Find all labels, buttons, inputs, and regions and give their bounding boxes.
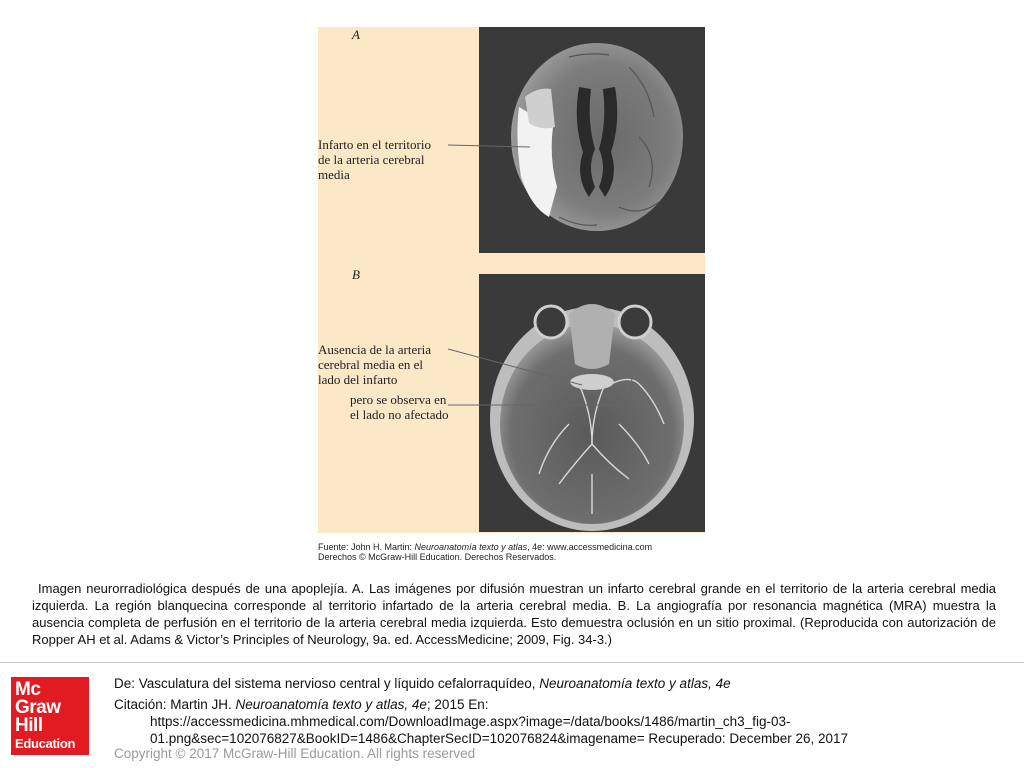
source-line bbox=[318, 542, 738, 552]
source-book: Neuroanatomía texto y atlas bbox=[414, 542, 528, 552]
citation-url-line: 01.png&sec=102076827&BookID=1486&ChapterSecID=102076824&imagename= Recuperado: December 26, 2017 bbox=[150, 731, 849, 746]
source-rights: Derechos © McGraw-Hill Education. Derechos Reservados. bbox=[318, 552, 557, 562]
source-chapter bbox=[114, 675, 1004, 692]
logo-line: Education bbox=[15, 736, 76, 751]
source-suffix: , 4e: www.accessmedicina.com bbox=[527, 542, 653, 552]
cita-label: Citación: bbox=[114, 697, 171, 712]
panel-b-label-line: Ausencia de la arteria bbox=[318, 342, 431, 357]
panel-a-label-line: Infarto en el territorio bbox=[318, 137, 431, 152]
de-book: Neuroanatomía texto y atlas, 4e bbox=[539, 676, 731, 691]
panel-a-label-line: media bbox=[318, 167, 350, 182]
panel-a-infarct-label bbox=[318, 137, 431, 182]
citation-url-line: https://accessmedicina.mhmedical.com/DownloadImage.aspx?image=/data/books/1486/martin_ch3_fig-03- bbox=[150, 714, 791, 729]
panel-b-letter: B bbox=[352, 267, 360, 282]
cita-rest: ; 2015 En: bbox=[426, 697, 489, 712]
copyright-notice: Copyright © 2017 McGraw-Hill Education. All rights reserved bbox=[114, 746, 476, 761]
citation bbox=[114, 696, 1004, 713]
panel-b-label-line: cerebral media en el bbox=[318, 357, 424, 372]
panel-a-label-line: de la arteria cerebral bbox=[318, 152, 425, 167]
cita-book: Neuroanatomía texto y atlas, 4e bbox=[235, 697, 427, 712]
source-prefix: Fuente: John H. Martin: bbox=[318, 542, 415, 552]
figure-source bbox=[318, 542, 738, 562]
de-text: Vasculatura del sistema nervioso central y líquido cefalorraquídeo, bbox=[138, 676, 540, 691]
cita-author: Martin JH. bbox=[170, 697, 236, 712]
logo-line: Hill bbox=[15, 715, 43, 736]
figure-caption: Imagen neurorradiológica después de una apoplejía. A. Las imágenes por difusión muestran un infarto cerebral grande en el territorio de la arteria cerebral media izquierda. La región blanquecina corresponde al territorio infartado de la arteria cerebral media. B. La angiografía por resonancia magnética (MRA) muestra la ausencia completa de perfusión en el territorio de la arteria cerebral media izquierda. Esto demuestra oclusión en un sitio proximal. (Reproducida con autorización de Ropper AH et al. Adams & Victor’s Principles of Neurology, 9a. ed. AccessMedicine; 2009, Fig. 34-3.) bbox=[32, 581, 996, 647]
de-label: De: bbox=[114, 676, 139, 691]
divider bbox=[0, 662, 1024, 663]
logo-line: Mc bbox=[15, 679, 41, 700]
diffusion-mri-image bbox=[479, 27, 705, 253]
panel-b-observed-label bbox=[350, 392, 449, 422]
neuroimaging-figure bbox=[318, 27, 705, 533]
panel-a-letter: A bbox=[352, 27, 360, 42]
panel-b-label-line: pero se observa en bbox=[350, 392, 447, 407]
logo-line: Graw bbox=[15, 697, 61, 718]
mra-angiography-image bbox=[479, 274, 705, 532]
mcgraw-hill-education-logo bbox=[11, 677, 89, 755]
panel-b-absence-label bbox=[318, 342, 431, 387]
panel-b-label-line: lado del infarto bbox=[318, 372, 398, 387]
panel-b-label-line: el lado no afectado bbox=[350, 407, 449, 422]
